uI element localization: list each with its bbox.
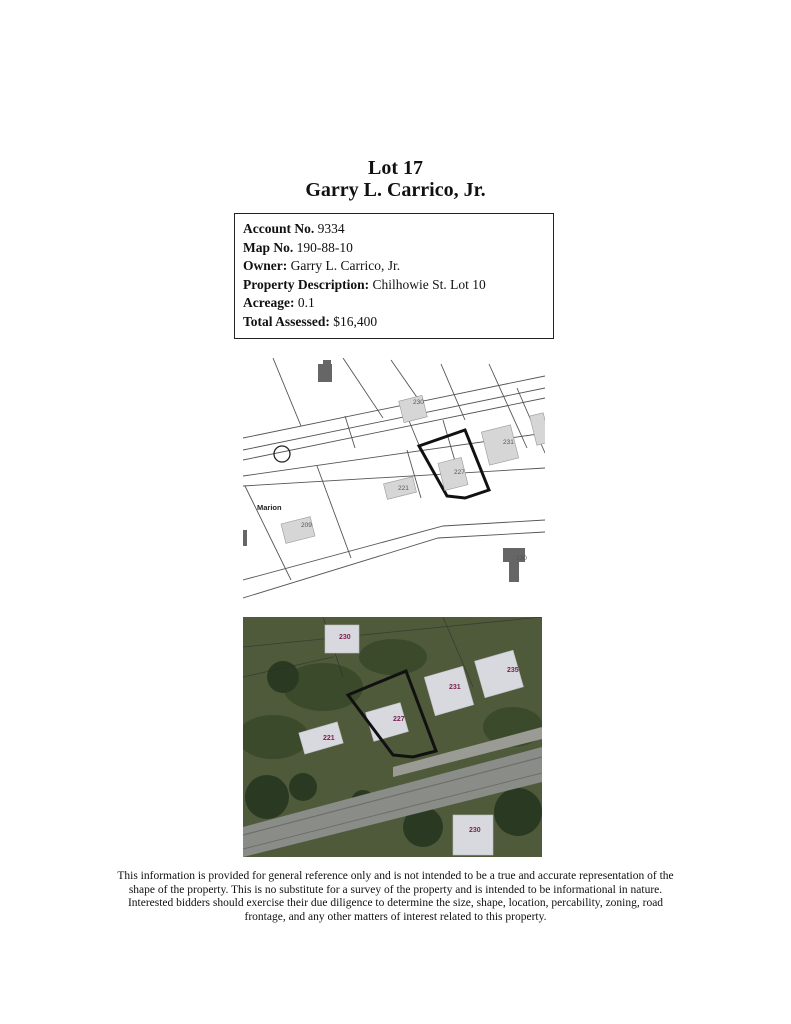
description-row xyxy=(243,276,545,295)
house-label-231: 231 xyxy=(449,684,461,691)
account-row xyxy=(243,220,545,239)
house-label-227: 227 xyxy=(393,716,405,723)
acreage-row xyxy=(243,294,545,313)
aerial-photo xyxy=(243,617,542,857)
house-label-221: 221 xyxy=(323,735,335,742)
parcel-label-231: 231 xyxy=(503,439,514,446)
area-label-marion: Marion xyxy=(257,503,282,512)
owner-value: Garry L. Carrico, Jr. xyxy=(290,258,401,273)
assessed-value: $16,400 xyxy=(333,313,378,329)
parcel-label-227: 227 xyxy=(454,469,465,476)
parcel-label-221: 221 xyxy=(398,485,409,492)
parcel-label-230b: 230 xyxy=(516,555,527,562)
map-row xyxy=(243,239,545,258)
account-value: 9334 xyxy=(317,221,345,236)
map-value: 190-88-10 xyxy=(296,239,353,255)
disclaimer-text: This information is provided for general reference only and is not intended to be a true and accurate representation of the shape of the property. This is no substitute for a survey of the property and is intended to be informational in nature. Interested bidders should exercise their due diligence to determine the size, shape, location, percability, zoning, road frontage, and any other matters of interest related to this property. xyxy=(117,870,674,923)
owner-title: Garry L. Carrico, Jr. xyxy=(305,179,486,201)
description-value: Chilhowie St. Lot 10 xyxy=(372,276,486,292)
house-label-230b: 230 xyxy=(469,827,481,834)
assessed-label: Total Assessed: xyxy=(243,313,330,329)
parcel-label-209: 209 xyxy=(301,522,312,529)
acreage-label: Acreage: xyxy=(243,295,295,310)
property-info-box xyxy=(234,213,554,339)
lot-title: Lot 17 xyxy=(368,157,423,179)
owner-label: Owner: xyxy=(243,258,288,273)
house-label-235: 235 xyxy=(507,667,519,674)
owner-row xyxy=(243,257,545,276)
description-label: Property Description: xyxy=(243,276,370,292)
assessed-row xyxy=(243,313,545,332)
map-label: Map No. xyxy=(243,239,294,255)
account-label: Account No. xyxy=(243,221,315,236)
tax-parcel-map xyxy=(243,358,545,610)
house-label-230: 230 xyxy=(339,634,351,641)
parcel-label-230: 230 xyxy=(413,399,424,406)
acreage-value: 0.1 xyxy=(297,295,315,310)
